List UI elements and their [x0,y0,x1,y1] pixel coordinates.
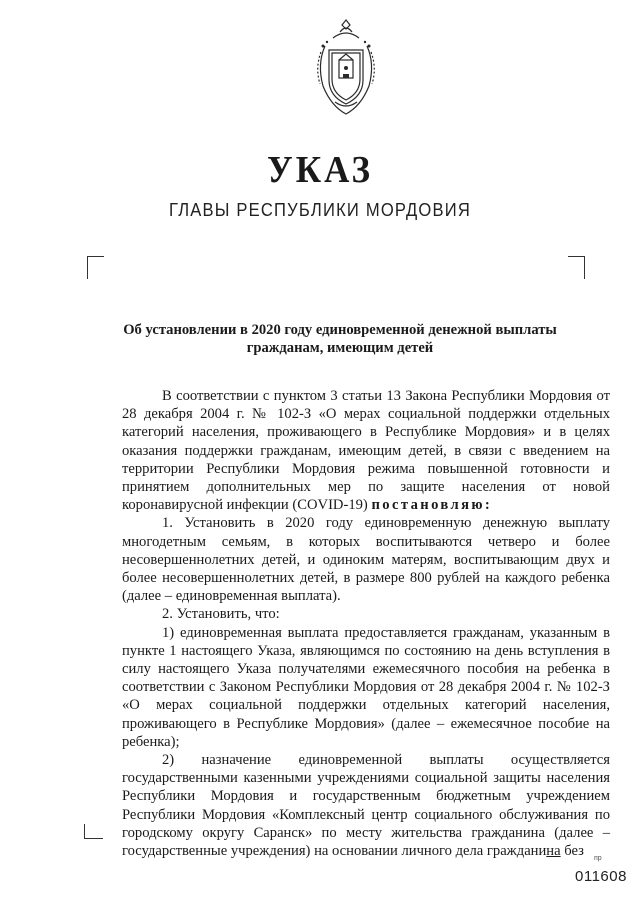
intro-paragraph [122,387,610,514]
corner-bracket-top-left [87,256,104,279]
clause-1: 1. Установить в 2020 году единовременную денежную выплату многодетным семьям, в которых воспитываются четверо и более несовершеннолетних детей, и одиноким матерям, воспитывающим двух и более несовершеннолетних детей, в размере 800 рублей на каждого ребенка (далее – единовременная выплата). [122,515,610,605]
heading-line: гражданам, имеющим детей [246,340,434,356]
subclause-2-tail: без [560,843,584,860]
subclause-2 [122,751,610,860]
document-title: УКАЗ [267,148,373,191]
document-subtitle: ГЛАВЫ РЕСПУБЛИКИ МОРДОВИЯ [168,200,472,220]
decree-heading [100,321,580,357]
heading-line: Об установлении в 2020 году единовременной денежной выплаты [123,322,557,338]
handwritten-mark: пр [594,855,602,862]
clause-2: 2. Установить, что: [162,606,280,623]
document-serial-number: 011608 [575,868,627,885]
underlined-fragment: на [546,843,561,860]
intro-text: В соответствии с пунктом 3 статьи 13 Закона Республики Мордовия от 28 декабря 2004 г. № 102-З «О мерах социальной поддержки отдельных категорий населения, проживающего в Республике Мордовия» и в целях оказания поддержки гражданам, имеющим детей, в связи с введением на территории Республики Мордовия режима повышенной готовности и принятием дополнительных мер по защите населения от новой коронавирусной инфекции (COVID-19) [122,388,610,514]
decree-keyword: постановляю: [371,497,493,514]
decree-body [122,387,610,860]
corner-bracket-top-right [568,256,585,279]
corner-bracket-bottom-left [84,824,103,839]
subclause-1: 1) единовременная выплата предоставляется гражданам, указанным в пункте 1 настоящего Указа, являющимся по состоянию на день вступления в силу настоящего Указа получателями ежемесячного пособия на ребенка в соответствии с Законом Республики Мордовия от 28 декабря 2004 г. № 102-З «О мерах социальной поддержки отдельных категорий населения, проживающего в Республике Мордовия» (далее – ежемесячное пособие на ребенка); [122,624,610,750]
subclause-2-text: 2) назначение единовременной выплаты осуществляется государственными казенными учреждениями социальной защиты населения Республики Мордовия и государственным бюджетным учреждением Республики Мордовия «Комплексный центр социального обслуживания по городскому округу Саранск» по месту жительства гражданина (далее – государственные учреждения) на основании личного дела граждани [122,752,610,860]
coat-of-arms-icon [303,16,389,120]
